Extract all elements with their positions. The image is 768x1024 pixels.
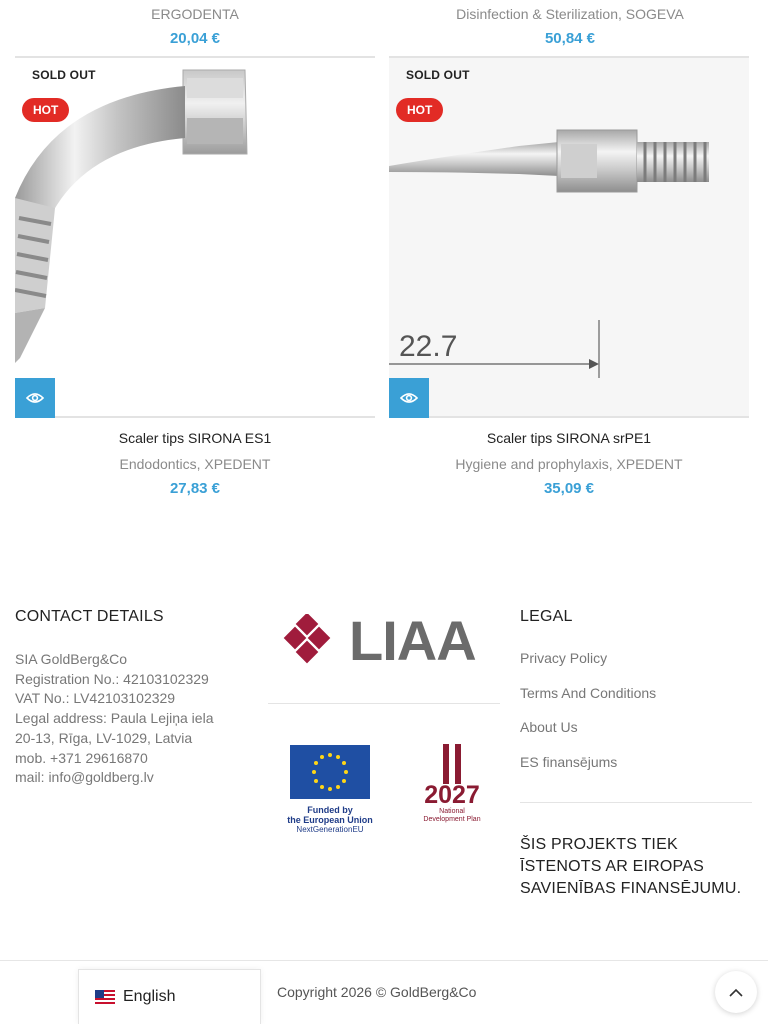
scaler-tip-srpe1-image — [389, 58, 749, 418]
language-selector[interactable] — [78, 969, 261, 1024]
contact-line[interactable]: mob. +371 29616870 — [15, 749, 148, 766]
quick-view-button[interactable] — [389, 378, 429, 418]
logo-divider — [268, 703, 500, 704]
liaa-wordmark: LIAA — [349, 609, 476, 672]
hot-badge: HOT — [396, 98, 443, 122]
eu-flag-icon — [290, 745, 370, 799]
contact-line: SIA GoldBerg&Co — [15, 651, 128, 667]
us-flag-icon — [95, 990, 115, 1004]
product-image[interactable] — [15, 56, 375, 418]
about-us-link[interactable]: About Us — [520, 719, 578, 735]
product-category[interactable]: Hygiene and prophylaxis, XPEDENT — [455, 456, 683, 472]
legal-heading: LEGAL — [520, 608, 573, 625]
plan-text-2: Development Plan — [423, 816, 481, 823]
product-card — [15, 56, 375, 497]
eye-icon — [26, 392, 44, 404]
eye-icon — [400, 392, 418, 404]
terms-link[interactable]: Terms And Conditions — [520, 685, 657, 701]
sold-out-badge: SOLD OUT — [406, 68, 470, 82]
product-title[interactable]: Scaler tips SIRONA ES1 — [118, 430, 272, 446]
contact-line: Registration No.: 42103102329 — [15, 670, 209, 687]
national-plan-mark-icon — [440, 744, 464, 784]
eu-text-1: Funded by — [307, 805, 353, 815]
product-top-right — [390, 6, 750, 47]
product-category[interactable]: ERGODENTA — [151, 6, 239, 22]
contact-line: Legal address: Paula Lejiņa iela — [15, 710, 214, 727]
contact-line: VAT No.: LV42103102329 — [15, 690, 176, 707]
product-image[interactable] — [389, 56, 749, 418]
quick-view-button[interactable] — [15, 378, 55, 418]
scroll-to-top-button[interactable] — [715, 971, 757, 1013]
legal-divider — [520, 802, 752, 803]
copyright-text: Copyright 2026 © GoldBerg&Co — [277, 984, 477, 1000]
liaa-logo — [283, 609, 493, 672]
contact-heading: CONTACT DETAILS — [15, 608, 164, 625]
product-card — [389, 56, 749, 497]
contact-line[interactable]: mail: info@goldberg.lv — [15, 769, 154, 786]
product-price: 27,83 € — [169, 480, 221, 497]
dimension-label: 22.7 — [399, 330, 458, 363]
contact-details — [15, 650, 213, 788]
language-label: English — [123, 988, 176, 1005]
eu-text-2: the European Union — [287, 815, 373, 825]
liaa-mark-icon — [283, 614, 339, 670]
product-category[interactable]: Disinfection & Sterilization, SOGEVA — [456, 6, 684, 22]
product-title[interactable]: Scaler tips SIRONA srPE1 — [486, 430, 652, 446]
product-top-left — [15, 6, 375, 47]
scaler-tip-es1-image — [15, 58, 375, 418]
eu-text-3: NextGenerationEU — [296, 825, 364, 834]
sold-out-badge: SOLD OUT — [32, 68, 96, 82]
product-category[interactable]: Endodontics, XPEDENT — [119, 456, 271, 472]
product-price: 50,84 € — [544, 30, 596, 47]
plan-year: 2027 — [424, 781, 480, 809]
es-funding-link[interactable]: ES finansējums — [520, 754, 618, 770]
project-funding-text: ŠIS PROJEKTS TIEK ĪSTENOTS AR EIROPAS SAVIENĪBAS FINANSĒJUMU. — [520, 836, 742, 897]
national-plan-logo — [414, 744, 490, 834]
contact-line: 20-13, Rīga, LV-1029, Latvia — [15, 729, 193, 746]
product-price: 35,09 € — [543, 480, 595, 497]
privacy-policy-link[interactable]: Privacy Policy — [520, 650, 608, 666]
hot-badge: HOT — [22, 98, 69, 122]
chevron-up-icon — [729, 988, 743, 997]
eu-logo — [282, 745, 378, 840]
product-price: 20,04 € — [169, 30, 221, 47]
plan-text-1: National — [439, 808, 465, 815]
